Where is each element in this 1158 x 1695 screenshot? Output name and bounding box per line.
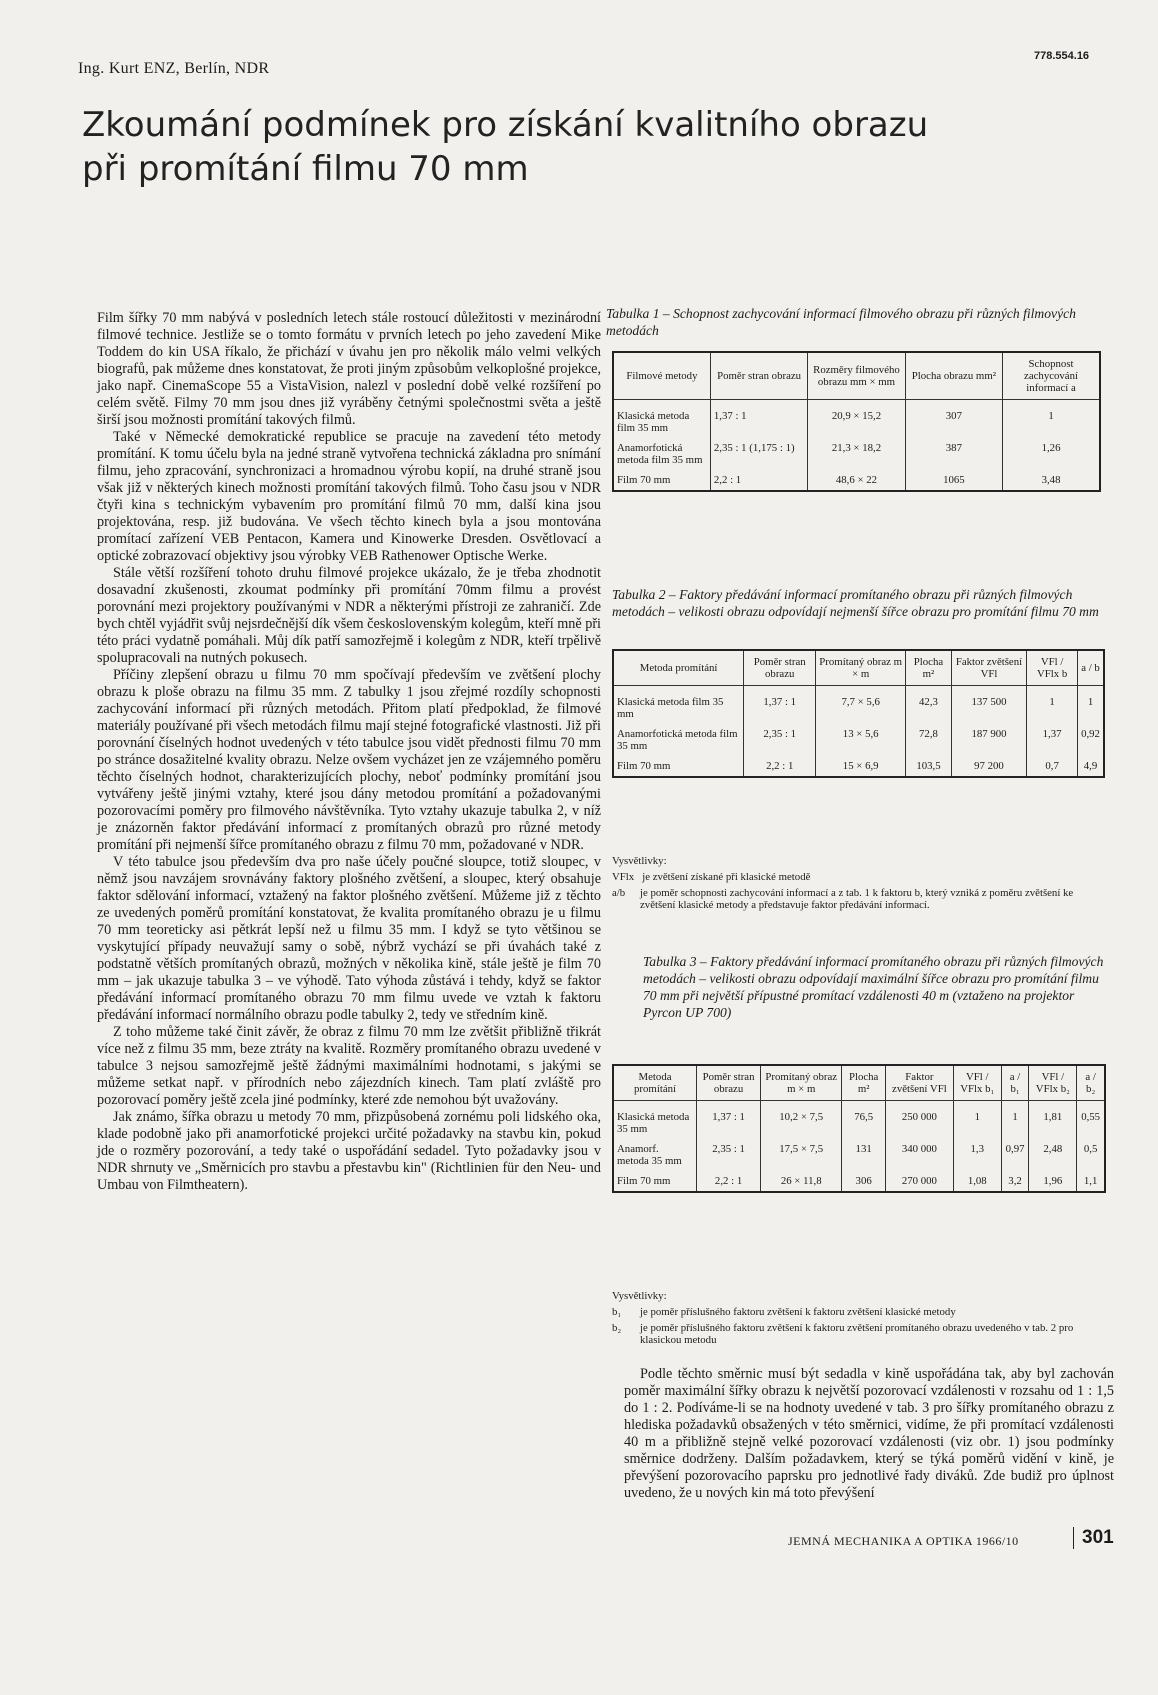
table-cell: 2,2 : 1 bbox=[697, 1171, 761, 1192]
table-cell: 10,2 × 7,5 bbox=[761, 1101, 842, 1140]
table-row bbox=[613, 438, 1100, 470]
table-cell: 1 bbox=[953, 1101, 1001, 1140]
table-cell: Klasická metoda film 35 mm bbox=[613, 400, 710, 439]
note-key: a/b bbox=[612, 887, 626, 899]
note-item bbox=[612, 1322, 1106, 1346]
table-cell: 2,2 : 1 bbox=[710, 470, 807, 491]
table-row bbox=[613, 400, 1100, 439]
page-number: 301 bbox=[1082, 1527, 1114, 1548]
table-cell: 137 500 bbox=[951, 686, 1026, 725]
table-header-row bbox=[613, 650, 1104, 686]
table-cell: 0,97 bbox=[1001, 1139, 1029, 1171]
table-cell: 1065 bbox=[905, 470, 1002, 491]
table-cell: 1,37 : 1 bbox=[710, 400, 807, 439]
table-header-row bbox=[613, 1065, 1105, 1101]
column-header: VFl / VFlx b₂ bbox=[1029, 1065, 1077, 1101]
column-header: Promítaný obraz m × m bbox=[761, 1065, 842, 1101]
table-cell: 1,26 bbox=[1003, 438, 1100, 470]
paragraph: Příčiny zlepšení obrazu u filmu 70 mm spočívají především ve zvětšení plochy obrazu k ploše obrazu na filmu 35 mm. Z tabulky 1 jsou zřejmé rozdíly schopnosti zachycování informací při různých metodách. Přitom platí předpoklad, že filmové materiály používané při všech metodách filmu mají stejné fotografické vlastnosti. Již při porovnání číselných hodnot uvedených v této tabulce jsou vidět přednosti filmu 70 mm po stránce dosažitelné kvality obrazu. Nelze ovšem vycházet jen ze vzájemného poměru těchto číselných hodnot, charakterizujících plochy, neboť podmínky promítání jsou vytvářeny ještě jinými vztahy, které jsou dány metodou promítání a požadovanými pozorovacími poměry pro filmového návštěvníka. Tyto vztahy ukazuje tabulka 2, v níž je znázorněn faktor předávání informací z promítaných obrazů pro různé metody promítání při nejmenší šířce promítaného obrazu z filmu 70 mm, požadované v NDR. bbox=[97, 667, 601, 853]
note-item bbox=[612, 871, 1106, 883]
table-row bbox=[613, 1171, 1105, 1192]
table-row bbox=[613, 686, 1104, 725]
note-key: b₁ bbox=[612, 1306, 622, 1318]
table1 bbox=[612, 351, 1101, 492]
column-header: Promítaný obraz m × m bbox=[816, 650, 906, 686]
table-cell: 21,3 × 18,2 bbox=[808, 438, 905, 470]
table-cell: 17,5 × 7,5 bbox=[761, 1139, 842, 1171]
table-cell: 1,08 bbox=[953, 1171, 1001, 1192]
table-cell: 1,37 : 1 bbox=[697, 1101, 761, 1140]
column-header: Filmové metody bbox=[613, 352, 710, 400]
paragraph: Také v Německé demokratické republice se pracuje na zavedení této metody promítání. K tomu účelu byla na jedné straně vytvořena technická základna pro snímání filmu, jeho zpracování, synchronizaci a hromadnou výrobu kopií, na druhé straně jsou však již v některých kinech možnosti promítání takových filmů. Toho času jsou v NDR čtyři kina s technickým vybavením pro promítání filmů 70 mm, další kina jsou projektována, resp. již budována. Ve všech těchto kinech byla a jsou montována promítací zařízení VEB Pentacon, Kamera und Kinowerke Dresden. Osvětlovací a optické zobrazovací objektivy jsou výrobky VEB Rathenower Optische Werke. bbox=[97, 429, 601, 564]
table-cell: Film 70 mm bbox=[613, 1171, 697, 1192]
table-cell: 0,55 bbox=[1077, 1101, 1105, 1140]
table-cell: 26 × 11,8 bbox=[761, 1171, 842, 1192]
table-cell: 3,48 bbox=[1003, 470, 1100, 491]
table-cell: 1 bbox=[1001, 1101, 1029, 1140]
column-header: Poměr stran obrazu bbox=[744, 650, 816, 686]
column-header: a / b bbox=[1078, 650, 1104, 686]
column-header: VFl / VFlx b bbox=[1027, 650, 1078, 686]
table-cell: 97 200 bbox=[951, 756, 1026, 777]
right-column bbox=[624, 1366, 1114, 1502]
paragraph: Podle těchto směrnic musí být sedadla v kině uspořádána tak, aby byl zachován poměr maximální šířky obrazu k největší pozorovací vzdálenosti v rozsahu od 1 : 1,5 do 1 : 2. Podíváme-li se na hodnoty uvedené v tab. 3 pro šířky promítaného obrazu z hlediska požadavků obsažených v této směrnici, vidíme, že při promítací vzdálenosti 40 m a přibližně stejně velké pozorovací vzdálenosti (viz obr. 1) jsou podmínky směrnice dodrženy. Dalším požadavkem, který se týká poměrů vidění v kině, je převýšení pozorovacího paprsku pro jednotlivé řady diváků. Zde budiž pro úplnost uvedeno, že u nových kin má toto převýšení bbox=[624, 1366, 1114, 1501]
table-cell: Anamorfotická metoda film 35 mm bbox=[613, 438, 710, 470]
column-header: Faktor zvětšení VFl bbox=[951, 650, 1026, 686]
table-cell: Anamorfotická metoda film 35 mm bbox=[613, 724, 744, 756]
table-cell: 1,3 bbox=[953, 1139, 1001, 1171]
table-cell: 1 bbox=[1003, 400, 1100, 439]
table-cell: 0,5 bbox=[1077, 1139, 1105, 1171]
table-row bbox=[613, 470, 1100, 491]
paragraph: V této tabulce jsou především dva pro naše účely poučné sloupce, totiž sloupec, v němž jsou navzájem srovnávány faktory plošného zvětšení, a sloupec, který obsahuje faktor sdělování informací, vztažený na faktor plošného zvětšení. Můžeme již z těchto ze uvedených poměrů promítání konstatovat, že kvalita promítaného obrazu je u filmu 70 mm teoreticky asi pětkrát lepší než u filmu 35 mm. I když se tyto většinou se vyskytující případy neuvažují samy o sobě, nýbrž vychází se při úvahách také z podstatně větších promítaných obrazů, možných v několika kině, stále ještě je film 70 mm – jak ukazuje tabulka 3 – ve výhodě. Tato výhoda zůstává i tehdy, když se faktor předávání informací promítaného obrazu 70 mm filmu uvede ve vztah k faktoru předávání informací normálního obrazu podle tabulky 2, tedy ve středním kině. bbox=[97, 854, 601, 1023]
column-header: Poměr stran obrazu bbox=[697, 1065, 761, 1101]
table-cell: 15 × 6,9 bbox=[816, 756, 906, 777]
table-cell: 20,9 × 15,2 bbox=[808, 400, 905, 439]
table-cell: Anamorf. metoda 35 mm bbox=[613, 1139, 697, 1171]
note-text: je zvětšení získané při klasické metodě bbox=[642, 871, 811, 883]
note-key: b₂ bbox=[612, 1322, 622, 1334]
notes-title: Vysvětlivky: bbox=[612, 855, 667, 867]
table3 bbox=[612, 1064, 1106, 1193]
table-cell: 1 bbox=[1027, 686, 1078, 725]
table2-caption: Tabulka 2 – Faktory předávání informací promítaného obrazu při různých filmových metodách – velikosti obrazu odpovídají nejmenší šířce obrazu pro promítání filmu 70 mm bbox=[612, 587, 1099, 619]
note-text: je poměr příslušného faktoru zvětšení k faktoru zvětšení promítaného obrazu uvedeného v tab. 2 pro klasickou metodu bbox=[640, 1322, 1074, 1346]
table-cell: 270 000 bbox=[885, 1171, 953, 1192]
column-header: a / b₂ bbox=[1077, 1065, 1105, 1101]
table2-notes bbox=[612, 855, 1106, 911]
table-cell: 1,96 bbox=[1029, 1171, 1077, 1192]
journal-footer: JEMNÁ MECHANIKA A OPTIKA 1966/10 bbox=[788, 1534, 1019, 1548]
udc-code: 778.554.16 bbox=[1034, 50, 1090, 62]
title-line-1: Zkoumání podmínek pro získání kvalitního obrazu bbox=[82, 105, 929, 145]
note-item bbox=[612, 1306, 1106, 1318]
table-cell: 1,37 bbox=[1027, 724, 1078, 756]
table-cell: 307 bbox=[905, 400, 1002, 439]
column-header: Plocha m² bbox=[842, 1065, 886, 1101]
table-cell: 7,7 × 5,6 bbox=[816, 686, 906, 725]
table-cell: 103,5 bbox=[906, 756, 952, 777]
table-cell: 131 bbox=[842, 1139, 886, 1171]
left-column bbox=[97, 310, 601, 1194]
table-cell: 250 000 bbox=[885, 1101, 953, 1140]
table-row bbox=[613, 1101, 1105, 1140]
column-header: Rozměry filmového obrazu mm × mm bbox=[808, 352, 905, 400]
paragraph: Stále větší rozšíření tohoto druhu filmové projekce ukázalo, že je třeba zhodnotit dosavadní zkušenosti, zkoumat podmínky při promítání 70mm filmu a provést porovnání mezi projektory používanými v NDR a některými přístroji ze zahraničí. Zde bych chtěl vyjádřit svůj nejsrdečnější dík všem československým kolegům, kteří mně při této práci vydatně pomáhali. Můj dík patří samozřejmě i kolegům z NDR, kteří trpělivě spolupracovali na nutných pokusech. bbox=[97, 565, 601, 666]
paragraph: Jak známo, šířka obrazu u metody 70 mm, přizpůsobená zornému poli lidského oka, klade podobně jako při anamorfotické projekci určité požadavky na stavbu kin, pokud jde o rozměry pozorování, a tedy také o uspořádání sedadel. Tyto požadavky jsou v NDR shrnuty ve „Směrnicích pro stavbu a přestavbu kin" (Richtlinien für den Neu- und Umbau von Filmtheatern). bbox=[97, 1109, 601, 1193]
table-cell: 0,7 bbox=[1027, 756, 1078, 777]
table-row bbox=[613, 1139, 1105, 1171]
table-cell: 0,92 bbox=[1078, 724, 1104, 756]
note-text: je poměr schopnosti zachycování informací a z tab. 1 k faktoru b, který vzniká z poměru zvětšení ke zvětšení klasické metody a představuje faktor předávání informací. bbox=[640, 887, 1074, 911]
table-cell: Film 70 mm bbox=[613, 756, 744, 777]
table-cell: 4,9 bbox=[1078, 756, 1104, 777]
table-row bbox=[613, 724, 1104, 756]
note-key: VFlx bbox=[612, 871, 635, 883]
table1-caption: Tabulka 1 – Schopnost zachycování informací filmového obrazu při různých filmových metodách bbox=[606, 306, 1076, 338]
author-line: Ing. Kurt ENZ, Berlín, NDR bbox=[78, 60, 270, 77]
table-cell: 1,37 : 1 bbox=[744, 686, 816, 725]
table-cell: 2,48 bbox=[1029, 1139, 1077, 1171]
table-cell: 2,35 : 1 bbox=[744, 724, 816, 756]
table-cell: 1,1 bbox=[1077, 1171, 1105, 1192]
column-header: a / b₁ bbox=[1001, 1065, 1029, 1101]
table-cell: 2,35 : 1 bbox=[697, 1139, 761, 1171]
column-header: Poměr stran obrazu bbox=[710, 352, 807, 400]
table-cell: 76,5 bbox=[842, 1101, 886, 1140]
table2 bbox=[612, 649, 1105, 778]
table3-caption: Tabulka 3 – Faktory předávání informací promítaného obrazu při různých filmových metodách – velikosti obrazu odpovídají maximální šířce obrazu pro promítání filmu 70 mm při největší přípustné promítací vzdálenosti 40 m (vztaženo na projektor Pyrcon UP 700) bbox=[643, 954, 1104, 1020]
table-cell: 2,2 : 1 bbox=[744, 756, 816, 777]
column-header: Faktor zvětšení VFl bbox=[885, 1065, 953, 1101]
note-item bbox=[612, 887, 1106, 911]
table-cell: 306 bbox=[842, 1171, 886, 1192]
table-cell: 1 bbox=[1078, 686, 1104, 725]
table-cell: 187 900 bbox=[951, 724, 1026, 756]
note-text: je poměr příslušného faktoru zvětšení k faktoru zvětšení klasické metody bbox=[640, 1306, 956, 1318]
title-line-2: při promítání filmu 70 mm bbox=[82, 149, 529, 189]
table-header-row bbox=[613, 352, 1100, 400]
column-header: Schopnost zachycování informací a bbox=[1003, 352, 1100, 400]
paragraph: Z toho můžeme také činit závěr, že obraz z filmu 70 mm lze zvětšit přibližně třikrát více než z filmu 35 mm, beze ztráty na kvalitě. Rozměry promítaného obrazu uvedené v tabulce 3 nejsou samozřejmě ještě žádnými maximálními hodnotami, s jakými se můžeme setkat např. v přírodních nebo zájezdních kinech. Tam platí zvláště pro pozorovací poměry ještě zcela jiné podmínky, které zde nemohou být uvažovány. bbox=[97, 1024, 601, 1108]
table-cell: 48,6 × 22 bbox=[808, 470, 905, 491]
table-cell: 2,35 : 1 (1,175 : 1) bbox=[710, 438, 807, 470]
table-cell: Klasická metoda film 35 mm bbox=[613, 686, 744, 725]
table-cell: 13 × 5,6 bbox=[816, 724, 906, 756]
table3-notes bbox=[612, 1290, 1106, 1346]
table-row bbox=[613, 756, 1104, 777]
table-cell: 387 bbox=[905, 438, 1002, 470]
column-header: VFl / VFlx b₁ bbox=[953, 1065, 1001, 1101]
column-header: Plocha obrazu mm² bbox=[905, 352, 1002, 400]
table-cell: 340 000 bbox=[885, 1139, 953, 1171]
table-cell: Klasická metoda 35 mm bbox=[613, 1101, 697, 1140]
table-cell: 3,2 bbox=[1001, 1171, 1029, 1192]
article-title bbox=[82, 103, 982, 191]
column-header: Plocha m² bbox=[906, 650, 952, 686]
notes-title: Vysvětlivky: bbox=[612, 1290, 667, 1302]
table-cell: Film 70 mm bbox=[613, 470, 710, 491]
table-cell: 42,3 bbox=[906, 686, 952, 725]
table-cell: 1,81 bbox=[1029, 1101, 1077, 1140]
footer-divider bbox=[1073, 1527, 1074, 1549]
column-header: Metoda promítání bbox=[613, 650, 744, 686]
paragraph: Film šířky 70 mm nabývá v posledních letech stále rostoucí důležitosti v mezinárodní filmové technice. Jestliže se o tomto formátu v prvních letech po jeho zavedení Mike Toddem do kin USA říkalo, že přichází v úvahu jen pro několik málo velmi velkých biografů, pak můžeme dnes konstatovat, že proti jiným způsobům velkoplošné projekce, jako např. CinemaScope 55 a VistaVision, nalezl v poslední době velké rozšíření po celém světě. Filmy 70 mm jsou dnes již vyráběny četnými společnostmi světa a ještě širší jsou možnosti promítání takových filmů. bbox=[97, 310, 601, 428]
table-cell: 72,8 bbox=[906, 724, 952, 756]
column-header: Metoda promítání bbox=[613, 1065, 697, 1101]
